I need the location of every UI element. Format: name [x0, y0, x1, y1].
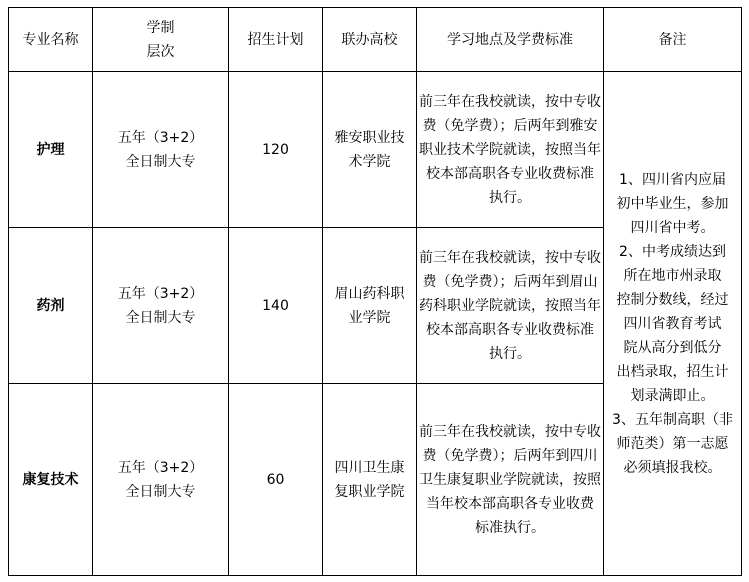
location-line: 前三年在我校就读，按中专收	[419, 249, 601, 266]
partner-school	[323, 72, 417, 228]
major-name: 康复技术	[9, 384, 93, 576]
header-partner: 联办高校	[323, 8, 417, 72]
remark-line: 所在地市州录取	[623, 267, 722, 284]
remark-line: 3、五年制高职（非	[612, 411, 733, 428]
enrollment-table	[8, 7, 742, 576]
major-name: 护理	[9, 72, 93, 228]
location-line: 执行。	[489, 345, 531, 362]
location-line: 当年校本部高职各专业收费	[426, 495, 594, 512]
system-line2: 全日制大专	[125, 483, 196, 500]
location-line: 费（免学费）；后两年到四川	[422, 447, 598, 464]
remarks	[604, 72, 742, 576]
partner-school	[323, 384, 417, 576]
major-name: 药剂	[9, 228, 93, 384]
table-header-row	[9, 8, 742, 72]
remark-line: 划录满即止。	[630, 387, 715, 404]
remark-line: 院从高分到低分	[623, 339, 722, 356]
system-line1: 五年（3+2）	[117, 285, 204, 302]
location-line: 药科职业学院就读，按照当年	[419, 297, 601, 314]
location-line: 标准执行。	[475, 519, 545, 536]
location-line: 校本部高职各专业收费标准	[426, 165, 594, 182]
location-fee	[417, 384, 604, 576]
header-system-line1: 学制	[146, 19, 175, 36]
enrollment-plan: 140	[229, 228, 323, 384]
location-line: 前三年在我校就读，按中专收	[419, 423, 601, 440]
table-row	[9, 72, 742, 228]
system-level	[93, 228, 229, 384]
header-remark: 备注	[604, 8, 742, 72]
location-line: 费（免学费）；后两年到雅安	[422, 117, 598, 134]
system-line1: 五年（3+2）	[117, 129, 204, 146]
enrollment-plan: 120	[229, 72, 323, 228]
location-line: 前三年在我校就读，按中专收	[419, 93, 601, 110]
system-level	[93, 384, 229, 576]
partner-line2: 术学院	[348, 153, 391, 170]
partner-line1: 眉山药科职	[334, 285, 405, 302]
remark-line: 出档录取，招生计	[616, 363, 729, 380]
location-fee	[417, 72, 604, 228]
header-plan: 招生计划	[229, 8, 323, 72]
location-line: 职业技术学院就读，按照当年	[419, 141, 601, 158]
system-line1: 五年（3+2）	[117, 459, 204, 476]
remark-line: 必须填报我校。	[623, 459, 722, 476]
location-line: 校本部高职各专业收费标准	[426, 321, 594, 338]
remark-line: 师范类）第一志愿	[616, 435, 729, 452]
enrollment-plan: 60	[229, 384, 323, 576]
remark-line: 1、四川省内应届	[619, 171, 726, 188]
remark-line: 2、中考成绩达到	[619, 243, 726, 260]
system-line2: 全日制大专	[125, 153, 196, 170]
system-line2: 全日制大专	[125, 309, 196, 326]
partner-line2: 复职业学院	[334, 483, 405, 500]
location-fee	[417, 228, 604, 384]
remark-line: 初中毕业生，参加	[616, 195, 729, 212]
partner-line2: 业学院	[348, 309, 391, 326]
header-system	[93, 8, 229, 72]
location-line: 卫生康复职业学院就读，按照	[419, 471, 601, 488]
partner-school	[323, 228, 417, 384]
header-location: 学习地点及学费标准	[417, 8, 604, 72]
location-line: 执行。	[489, 189, 531, 206]
remark-line: 四川省中考。	[630, 219, 715, 236]
partner-line1: 四川卫生康	[334, 459, 405, 476]
remark-line: 四川省教育考试	[623, 315, 722, 332]
system-level	[93, 72, 229, 228]
location-line: 费（免学费）；后两年到眉山	[422, 273, 598, 290]
remark-line: 控制分数线，经过	[616, 291, 729, 308]
partner-line1: 雅安职业技	[334, 129, 405, 146]
header-major: 专业名称	[9, 8, 93, 72]
header-system-line2: 层次	[146, 43, 175, 60]
